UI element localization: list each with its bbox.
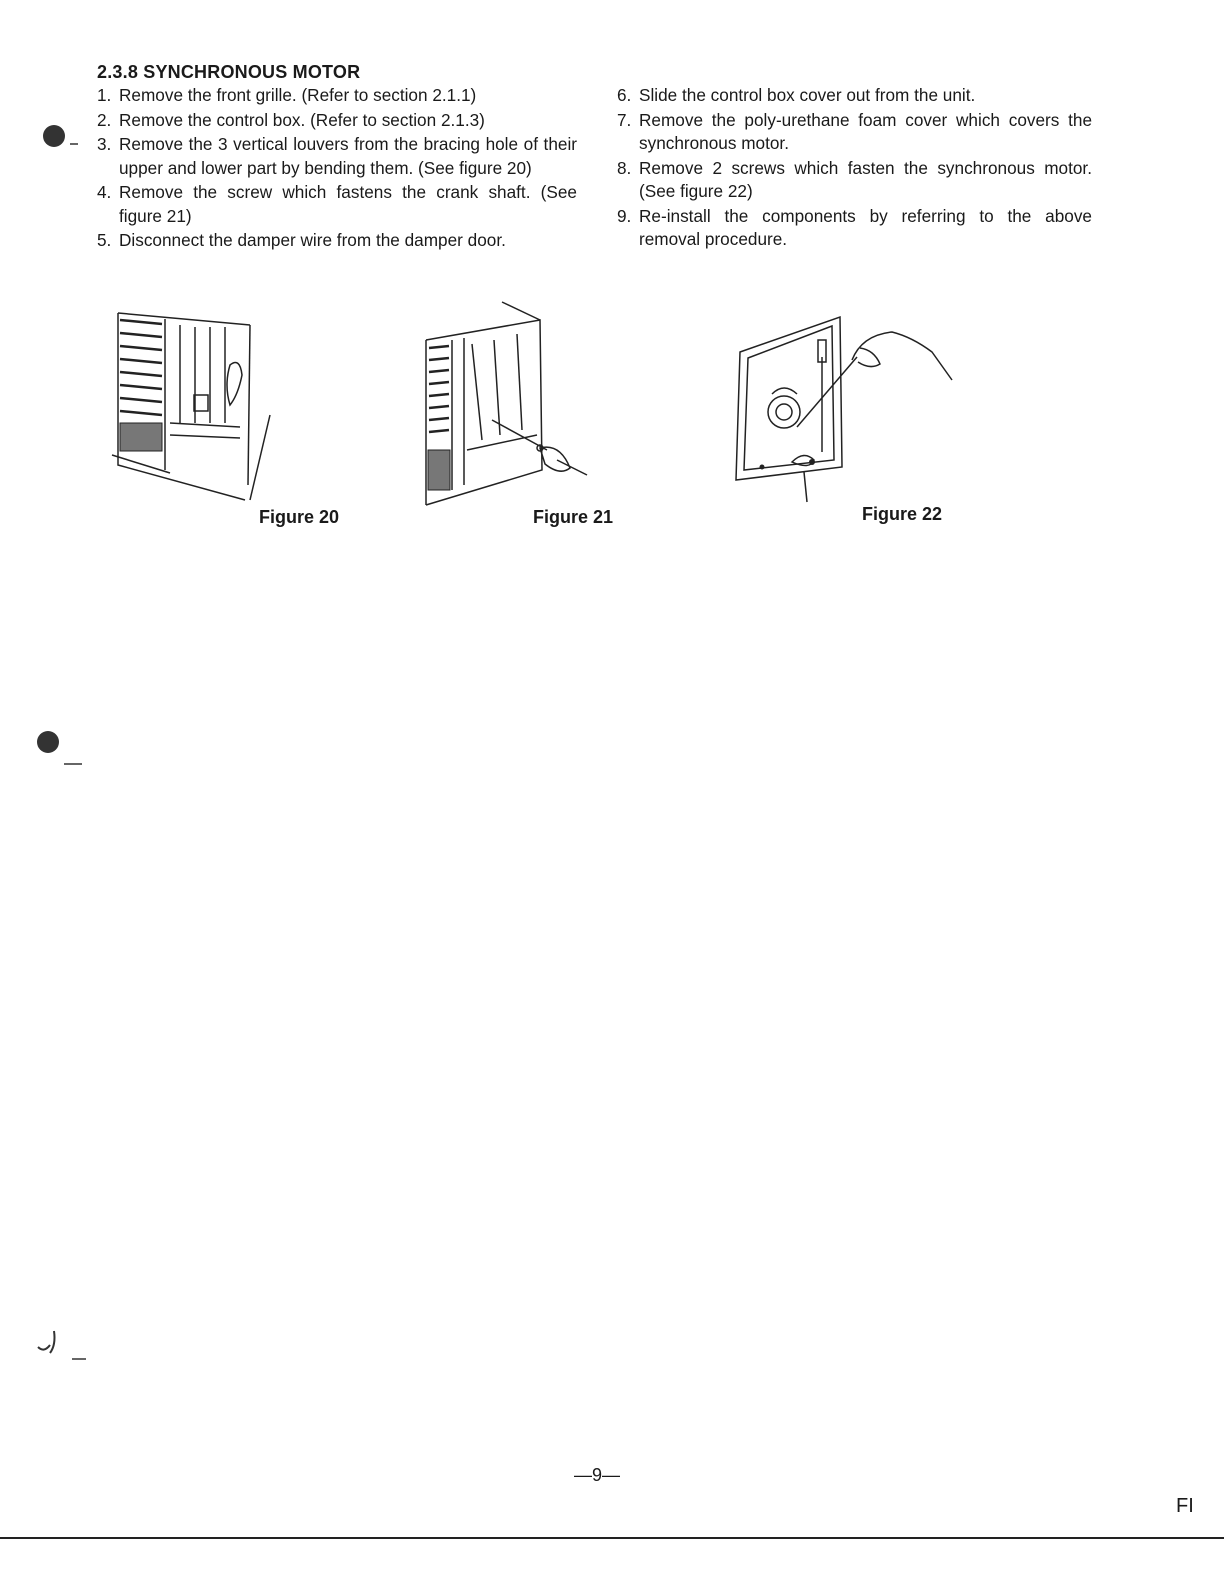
step-text: Remove the 3 vertical louvers from the bracing hole of their upper and lower part by bending them. (See figure 20) [119,134,577,178]
figure-22-illustration [732,312,954,512]
punch-hole-mark-top [40,118,80,158]
bottom-divider [0,1537,1224,1539]
step-number: 2. [97,109,112,130]
step-8 [617,157,1092,204]
steps-list-right [617,84,1092,252]
corner-handwritten-mark: FI [1176,1495,1194,1517]
step-number: 9. [617,205,632,226]
step-7 [617,109,1092,156]
step-number: 6. [617,85,632,105]
step-text: Remove 2 screws which fasten the synchronous motor. (See figure 22) [639,157,1092,201]
step-3 [97,133,577,180]
step-6 [617,84,1092,108]
step-number: 5. [97,230,112,250]
step-number: 1. [97,85,112,105]
figure-20-caption: Figure 20 [259,507,340,527]
pen-mark-bottom-left [32,1325,90,1365]
figure-22-caption: Figure 22 [862,504,943,524]
step-9 [617,205,1092,252]
steps-right-column [617,84,1092,253]
step-text: Disconnect the damper wire from the damper door. [119,230,506,250]
punch-hole-mark-middle [34,722,86,768]
figure-21-illustration [422,300,592,515]
steps-left-column [97,84,577,254]
step-1 [97,84,577,108]
section-heading: 2.3.8 SYNCHRONOUS MOTOR [97,62,361,82]
step-text: Remove the screw which fastens the crank shaft. (See figure 21) [119,182,577,226]
step-text: Slide the control box cover out from the unit. [639,85,976,105]
step-2 [97,109,577,133]
steps-list-left [97,84,577,253]
figure-21-caption: Figure 21 [533,507,614,527]
step-number: 3. [97,134,112,154]
step-number: 4. [97,182,112,202]
step-4 [97,181,577,228]
figure-20-illustration [110,305,300,505]
step-text: Remove the front grille. (Refer to section 2.1.1) [119,85,477,105]
step-text: Remove the control box. (Refer to section 2.1.3) [119,109,485,130]
page-number: —9— [574,1465,621,1485]
step-5 [97,229,577,253]
step-text: Remove the poly-urethane foam cover which covers the synchronous motor. [639,109,1092,153]
step-text: Re-install the components by referring to the above removal procedure. [639,205,1092,249]
step-number: 8. [617,157,632,178]
step-number: 7. [617,109,632,130]
